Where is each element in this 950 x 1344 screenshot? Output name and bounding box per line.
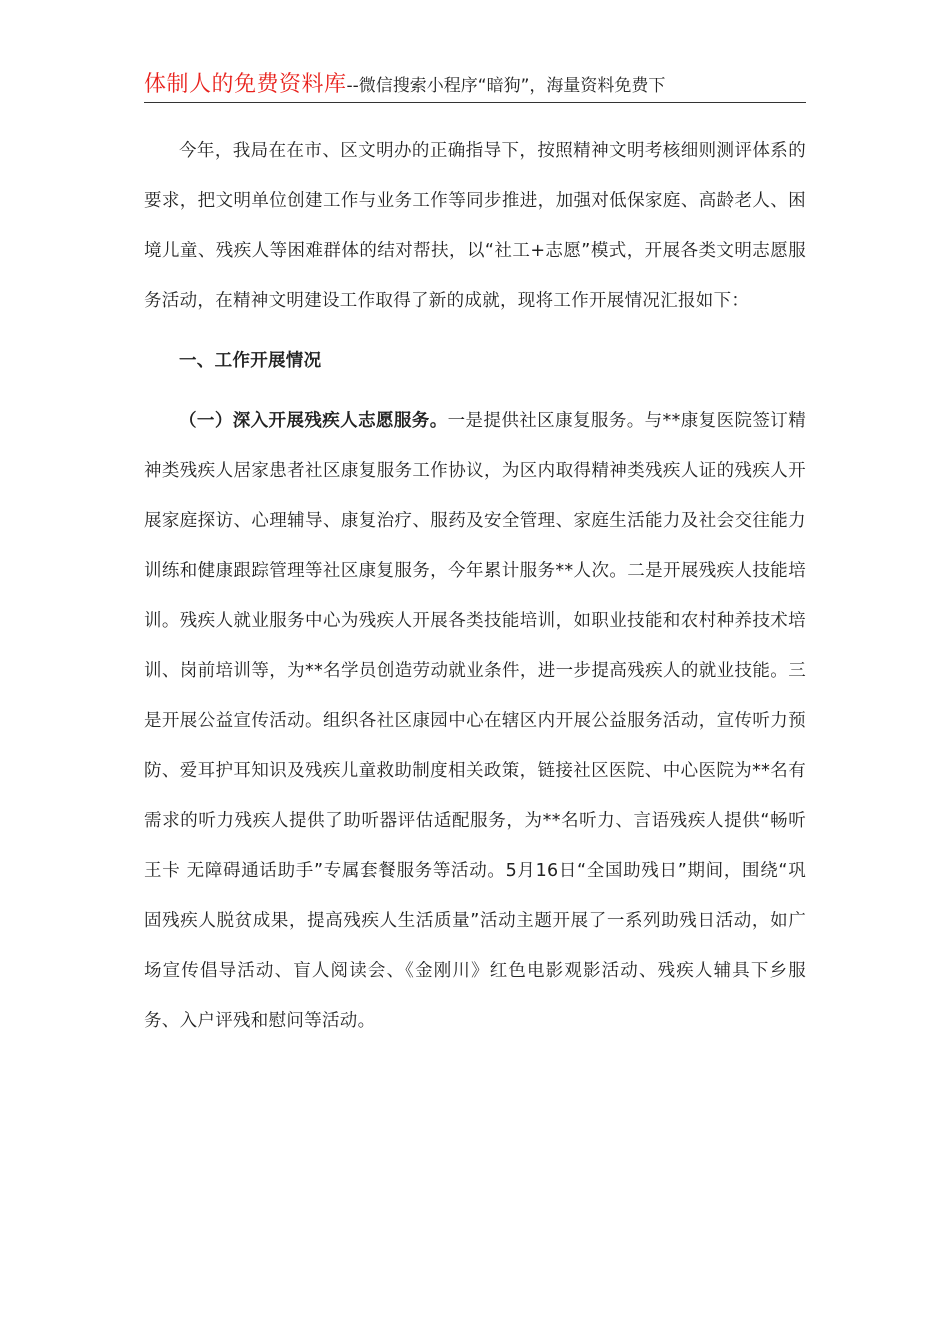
- header-tagline: --微信搜索小程序“暗狗”，海量资料免费下: [346, 76, 666, 96]
- document-body: [144, 126, 806, 1046]
- subsection-text: 一是提供社区康复服务。与**康复医院签订精神类残疾人居家患者社区康复服务工作协议，为区内取得精神类残疾人证的残疾人开展家庭探访、心理辅导、康复治疗、服药及安全管理、家庭生活能力及社会交往能力训练和健康跟踪管理等社区康复服务，今年累计服务**人次。二是开展残疾人技能培训。残疾人就业服务中心为残疾人开展各类技能培训，如职业技能和农村种养技术培训、岗前培训等，为**名学员创造劳动就业条件，进一步提高残疾人的就业技能。三是开展公益宣传活动。组织各社区康园中心在辖区内开展公益服务活动，宣传听力预防、爱耳护耳知识及残疾儿童救助制度相关政策，链接社区医院、中心医院为**名有需求的听力残疾人提供了助听器评估适配服务，为**名听力、言语残疾人提供“畅听王卡 无障碍通话助手”专属套餐服务等活动。5月16日“全国助残日”期间，围绕“巩固残疾人脱贫成果，提高残疾人生活质量”活动主题开展了一系列助残日活动，如广场宣传倡导活动、盲人阅读会、《金刚川》红色电影观影活动、残疾人辅具下乡服务、入户评残和慰问等活动。: [144, 411, 806, 1031]
- header-brand: 体制人的免费资料库: [144, 72, 347, 97]
- page-header: [144, 68, 806, 103]
- intro-paragraph: 今年，我局在在市、区文明办的正确指导下，按照精神文明考核细则测评体系的要求，把文明单位创建工作与业务工作等同步推进，加强对低保家庭、高龄老人、困境儿童、残疾人等困难群体的结对帮扶，以“社工+志愿”模式，开展各类文明志愿服务活动，在精神文明建设工作取得了新的成就，现将工作开展情况汇报如下：: [144, 141, 806, 311]
- subsection-title: （一）深入开展残疾人志愿服务。: [179, 411, 448, 431]
- section-heading: 一、工作开展情况: [179, 351, 322, 371]
- subsection-paragraph: [144, 396, 806, 1046]
